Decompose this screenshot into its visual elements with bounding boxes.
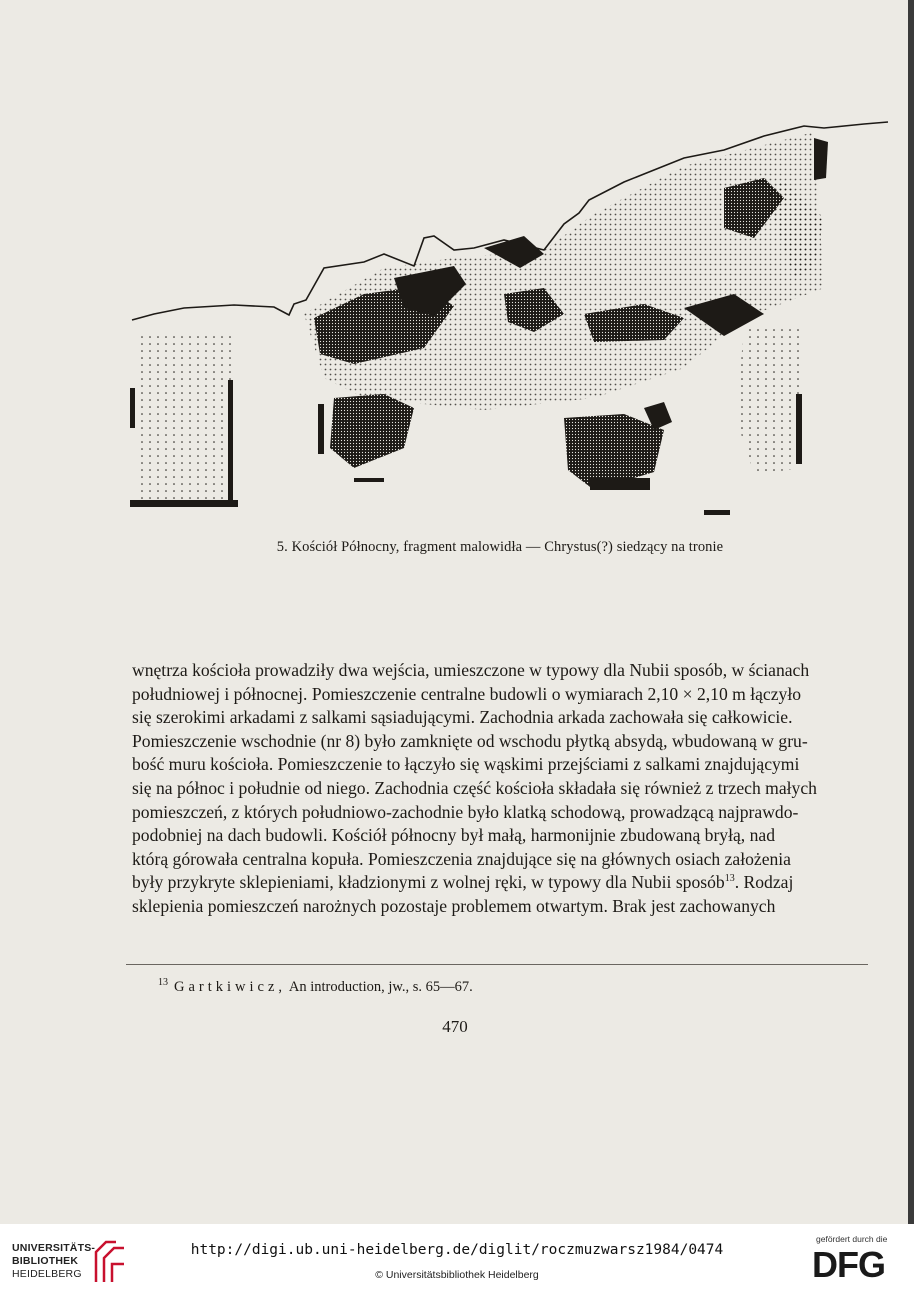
body-line: Pomieszczenie wschodnie (nr 8) było zamknięte od wschodu płytką absydą, wbudowaną w gru- [132,730,808,751]
footnote-text: An introduction, jw., s. 65—67. [288,979,473,995]
body-line [132,871,872,895]
permalink-url[interactable]: http://digi.ub.uni-heidelberg.de/diglit/roczmuzwarsz1984/0474 [190,1242,724,1258]
body-line: sklepienia pomieszczeń narożnych pozostaje problemem otwartym. Brak jest zachowanych [132,895,776,916]
page-number: 470 [442,1017,468,1036]
uni-name-line3: HEIDELBERG [12,1268,82,1280]
body-line: bość muru kościoła. Pomieszczenie to łączyło się wąskimi przejściami z salkami znajdującymi [132,754,800,775]
digitization-banner [0,1224,914,1292]
footnote-divider [126,964,868,965]
footnote-author: Gartkiwicz, [174,979,287,995]
dfg-logo[interactable] [810,1234,906,1288]
footnote [158,977,473,996]
body-text [132,659,872,919]
body-line: się szerokimi arkadami z salkami sąsiadującymi. Zachodnia arkada zachowała się całkowicie. [132,707,793,728]
footnote-number: 13 [158,977,168,988]
body-line-tail: . Rodzaj [734,872,794,893]
funded-by-label: gefördert durch die [816,1234,888,1244]
body-line-text: były przykryte sklepieniami, kładzionymi z wolnej ręki, w typowy dla Nubii sposób [132,872,725,893]
dfg-wordmark: DFG [812,1244,885,1285]
body-line: się na północ i południe od niego. Zachodnia część kościoła składała się również z trzech małych [132,777,817,798]
body-line: którą górowała centralna kopuła. Pomieszczenia znajdujące się na głównych osiach założenia [132,848,791,869]
copyright-notice: © Universitätsbibliothek Heidelberg [375,1269,539,1281]
body-line: podobniej na dach budowli. Kościół północny był małą, harmonijnie zbudowaną bryłą, nad [132,825,775,846]
uni-name-line2: BIBLIOTHEK [12,1255,79,1267]
page-edge [908,0,914,1224]
figure-drawing [124,118,892,522]
body-line: południowej i północnej. Pomieszczenie centralne budowli o wymiarach 2,10 × 2,10 m łączyło [132,683,802,704]
footnote-reference[interactable]: 13 [724,873,735,885]
uni-name-line1: UNIVERSITÄTS- [12,1242,96,1254]
fresco-fragment-illustration [124,118,892,522]
figure-caption: 5. Kościół Północny, fragment malowidła — Chrystus(?) siedzący na tronie [276,539,724,555]
body-line: wnętrza kościoła prowadziły dwa wejścia, umieszczone w typowy dla Nubii sposób, w ścianach [132,660,810,680]
body-line: pomieszczeń, z których południowo-zachodnie było klatką schodową, prowadzącą najprawdo- [132,801,799,822]
